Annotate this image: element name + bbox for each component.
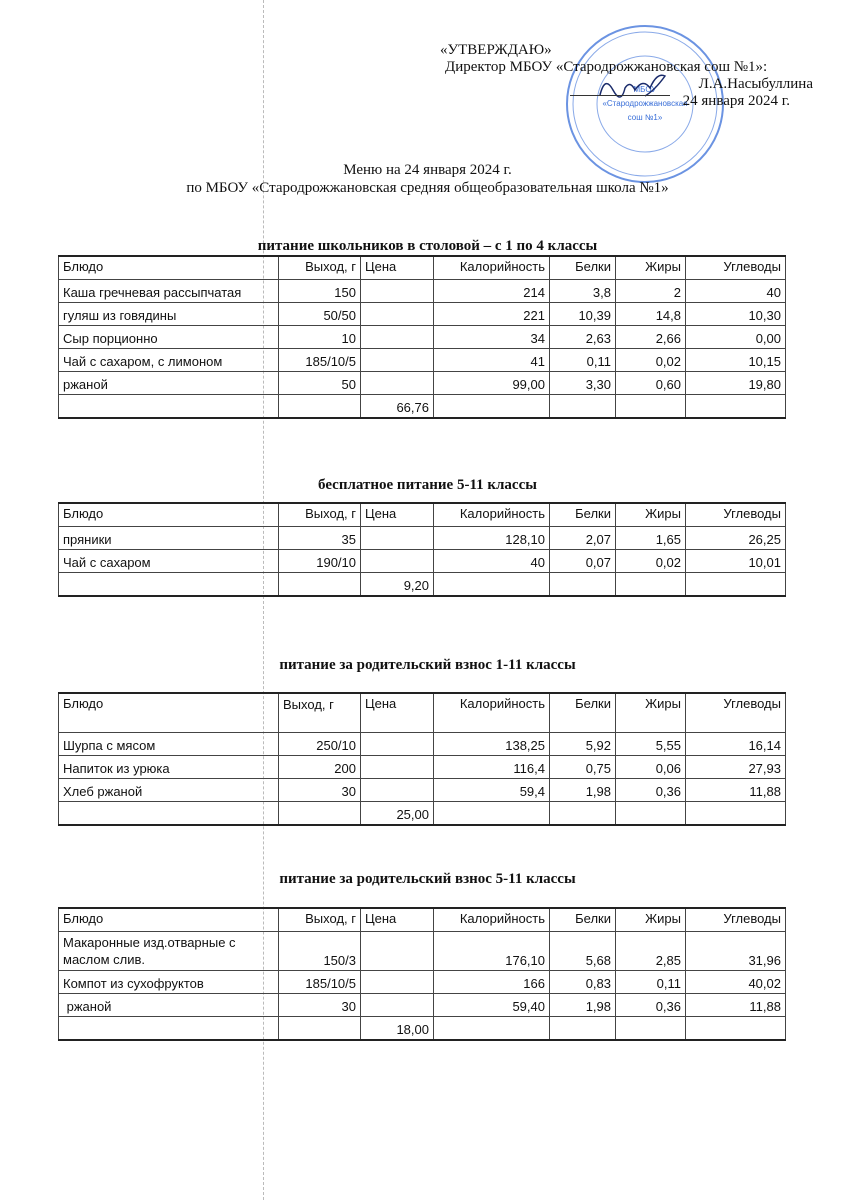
total-row [59, 395, 786, 419]
dish-yield: 10 [279, 326, 361, 349]
dish-fats: 2 [616, 280, 686, 303]
empty-cell [279, 395, 361, 419]
table-row [59, 303, 786, 326]
table-row [59, 326, 786, 349]
empty-cell [686, 573, 786, 597]
empty-cell [59, 395, 279, 419]
section-title: питание школьников в столовой – с 1 по 4 классы [257, 238, 598, 254]
dish-fats: 0,06 [616, 756, 686, 779]
dish-fats: 0,02 [616, 550, 686, 573]
col-yield: Выход, г [279, 693, 361, 733]
dish-yield: 35 [279, 527, 361, 550]
dish-name: Чай с сахаром [59, 550, 279, 573]
table-row [59, 349, 786, 372]
dish-yield: 185/10/5 [279, 971, 361, 994]
dish-carbs: 26,25 [686, 527, 786, 550]
empty-cell [59, 1017, 279, 1041]
dish-fats: 0,11 [616, 971, 686, 994]
empty-cell [434, 1017, 550, 1041]
table-header-row [59, 256, 786, 280]
svg-text:МБОУ: МБОУ [633, 85, 657, 94]
section-title: питание за родительский взнос 1-11 классы [279, 657, 576, 673]
dish-price [361, 971, 434, 994]
dish-proteins: 0,11 [550, 349, 616, 372]
dish-proteins: 1,98 [550, 994, 616, 1017]
dish-calories: 59,4 [434, 779, 550, 802]
page-title: Меню на 24 января 2024 г. [343, 162, 512, 178]
dish-name: Шурпа с мясом [59, 733, 279, 756]
dish-yield: 50 [279, 372, 361, 395]
dish-calories: 176,10 [434, 932, 550, 971]
dish-fats: 2,66 [616, 326, 686, 349]
dish-proteins: 0,75 [550, 756, 616, 779]
dish-carbs: 19,80 [686, 372, 786, 395]
col-price: Цена [361, 908, 434, 932]
director-name: Л.А.Насыбуллина [698, 76, 813, 92]
empty-cell [686, 802, 786, 826]
col-calories: Калорийность [434, 503, 550, 527]
empty-cell [59, 802, 279, 826]
dish-proteins: 2,63 [550, 326, 616, 349]
col-carbs: Углеводы [686, 256, 786, 280]
total-row [59, 573, 786, 597]
dish-calories: 59,40 [434, 994, 550, 1017]
col-carbs: Углеводы [686, 908, 786, 932]
menu-table-1 [58, 255, 786, 419]
empty-cell [279, 573, 361, 597]
dish-name: гуляш из говядины [59, 303, 279, 326]
dish-yield: 30 [279, 994, 361, 1017]
dish-yield: 200 [279, 756, 361, 779]
dish-yield: 190/10 [279, 550, 361, 573]
dish-yield: 250/10 [279, 733, 361, 756]
table-header-row [59, 503, 786, 527]
dish-yield: 30 [279, 779, 361, 802]
dish-calories: 34 [434, 326, 550, 349]
col-dish: Блюдо [59, 693, 279, 733]
dish-fats: 1,65 [616, 527, 686, 550]
dish-proteins: 5,68 [550, 932, 616, 971]
dish-price [361, 779, 434, 802]
section-title: питание за родительский взнос 5-11 классы [279, 871, 576, 887]
dish-carbs: 40 [686, 280, 786, 303]
section-title: бесплатное питание 5-11 классы [318, 477, 537, 493]
dish-name: Чай с сахаром, с лимоном [59, 349, 279, 372]
dish-carbs: 27,93 [686, 756, 786, 779]
col-proteins: Белки [550, 908, 616, 932]
menu-table-2 [58, 502, 786, 597]
col-price: Цена [361, 693, 434, 733]
empty-cell [434, 573, 550, 597]
dish-calories: 221 [434, 303, 550, 326]
dish-carbs: 10,01 [686, 550, 786, 573]
dish-proteins: 0,83 [550, 971, 616, 994]
total-price: 9,20 [361, 573, 434, 597]
empty-cell [434, 395, 550, 419]
approval-date: 24 января 2024 г. [682, 93, 790, 109]
empty-cell [434, 802, 550, 826]
col-yield: Выход, г [279, 908, 361, 932]
empty-cell [550, 573, 616, 597]
dish-yield: 50/50 [279, 303, 361, 326]
total-row [59, 802, 786, 826]
dish-carbs: 16,14 [686, 733, 786, 756]
dish-carbs: 31,96 [686, 932, 786, 971]
dish-carbs: 11,88 [686, 779, 786, 802]
dish-proteins: 3,30 [550, 372, 616, 395]
empty-cell [550, 802, 616, 826]
dish-name: ржаной [59, 372, 279, 395]
empty-cell [550, 1017, 616, 1041]
table-header-row [59, 693, 786, 733]
dish-carbs: 0,00 [686, 326, 786, 349]
col-fats: Жиры [616, 908, 686, 932]
dish-name: Каша гречневая рассыпчатая [59, 280, 279, 303]
dish-calories: 166 [434, 971, 550, 994]
dish-name: ржаной [59, 994, 279, 1017]
col-fats: Жиры [616, 693, 686, 733]
dish-price [361, 527, 434, 550]
col-calories: Калорийность [434, 908, 550, 932]
svg-text:сош №1»: сош №1» [627, 113, 663, 122]
table-row [59, 994, 786, 1017]
dish-proteins: 3,8 [550, 280, 616, 303]
dish-calories: 128,10 [434, 527, 550, 550]
empty-cell [616, 802, 686, 826]
col-calories: Калорийность [434, 256, 550, 280]
dish-yield: 185/10/5 [279, 349, 361, 372]
table-row [59, 779, 786, 802]
table-row [59, 550, 786, 573]
dish-price [361, 280, 434, 303]
dish-proteins: 1,98 [550, 779, 616, 802]
col-carbs: Углеводы [686, 693, 786, 733]
dish-carbs: 40,02 [686, 971, 786, 994]
dish-price [361, 372, 434, 395]
col-carbs: Углеводы [686, 503, 786, 527]
dish-fats: 2,85 [616, 932, 686, 971]
dish-fats: 14,8 [616, 303, 686, 326]
dish-calories: 214 [434, 280, 550, 303]
dish-price [361, 994, 434, 1017]
dish-name: Макаронные изд.отварные с маслом слив. [59, 932, 279, 971]
col-dish: Блюдо [59, 256, 279, 280]
dish-fats: 0,02 [616, 349, 686, 372]
table-row [59, 733, 786, 756]
empty-cell [686, 395, 786, 419]
dish-name: Напиток из урюка [59, 756, 279, 779]
col-fats: Жиры [616, 503, 686, 527]
col-fats: Жиры [616, 256, 686, 280]
dish-fats: 0,36 [616, 994, 686, 1017]
approval-block [440, 42, 840, 110]
table-row [59, 280, 786, 303]
dish-calories: 138,25 [434, 733, 550, 756]
dish-price [361, 550, 434, 573]
empty-cell [550, 395, 616, 419]
dish-calories: 99,00 [434, 372, 550, 395]
total-row [59, 1017, 786, 1041]
director-position: Директор МБОУ «Стародрожжановская сош №1»: [445, 59, 768, 75]
table-row [59, 527, 786, 550]
empty-cell [279, 802, 361, 826]
dish-proteins: 10,39 [550, 303, 616, 326]
col-price: Цена [361, 256, 434, 280]
dish-fats: 5,55 [616, 733, 686, 756]
empty-cell [616, 395, 686, 419]
col-yield: Выход, г [279, 256, 361, 280]
dish-price [361, 932, 434, 971]
svg-text:«Стародрожжановская: «Стародрожжановская [602, 99, 688, 108]
dish-name: Компот из сухофруктов [59, 971, 279, 994]
dish-name: Сыр порционно [59, 326, 279, 349]
page-subtitle: по МБОУ «Стародрожжановская средняя общеобразовательная школа №1» [186, 180, 669, 196]
col-proteins: Белки [550, 256, 616, 280]
dish-price [361, 349, 434, 372]
col-price: Цена [361, 503, 434, 527]
menu-table-4 [58, 907, 786, 1041]
dish-carbs: 11,88 [686, 994, 786, 1017]
empty-cell [279, 1017, 361, 1041]
table-row [59, 372, 786, 395]
empty-cell [59, 573, 279, 597]
dish-proteins: 0,07 [550, 550, 616, 573]
dish-carbs: 10,30 [686, 303, 786, 326]
dish-yield: 150 [279, 280, 361, 303]
dish-name: Хлеб ржаной [59, 779, 279, 802]
table-header-row [59, 908, 786, 932]
dish-fats: 0,36 [616, 779, 686, 802]
total-price: 66,76 [361, 395, 434, 419]
empty-cell [616, 1017, 686, 1041]
dish-price [361, 303, 434, 326]
dish-proteins: 2,07 [550, 527, 616, 550]
col-calories: Калорийность [434, 693, 550, 733]
dish-yield: 150/3 [279, 932, 361, 971]
col-yield: Выход, г [279, 503, 361, 527]
dish-carbs: 10,15 [686, 349, 786, 372]
total-price: 18,00 [361, 1017, 434, 1041]
col-dish: Блюдо [59, 503, 279, 527]
col-proteins: Белки [550, 693, 616, 733]
col-dish: Блюдо [59, 908, 279, 932]
dish-price [361, 326, 434, 349]
dish-proteins: 5,92 [550, 733, 616, 756]
dish-fats: 0,60 [616, 372, 686, 395]
table-row [59, 756, 786, 779]
dish-name: пряники [59, 527, 279, 550]
col-proteins: Белки [550, 503, 616, 527]
dish-calories: 116,4 [434, 756, 550, 779]
approve-label: «УТВЕРЖДАЮ» [440, 42, 552, 58]
dish-calories: 40 [434, 550, 550, 573]
total-price: 25,00 [361, 802, 434, 826]
empty-cell [616, 573, 686, 597]
empty-cell [686, 1017, 786, 1041]
dish-price [361, 733, 434, 756]
dish-calories: 41 [434, 349, 550, 372]
dish-price [361, 756, 434, 779]
table-row [59, 971, 786, 994]
menu-table-3 [58, 692, 786, 826]
table-row [59, 932, 786, 971]
